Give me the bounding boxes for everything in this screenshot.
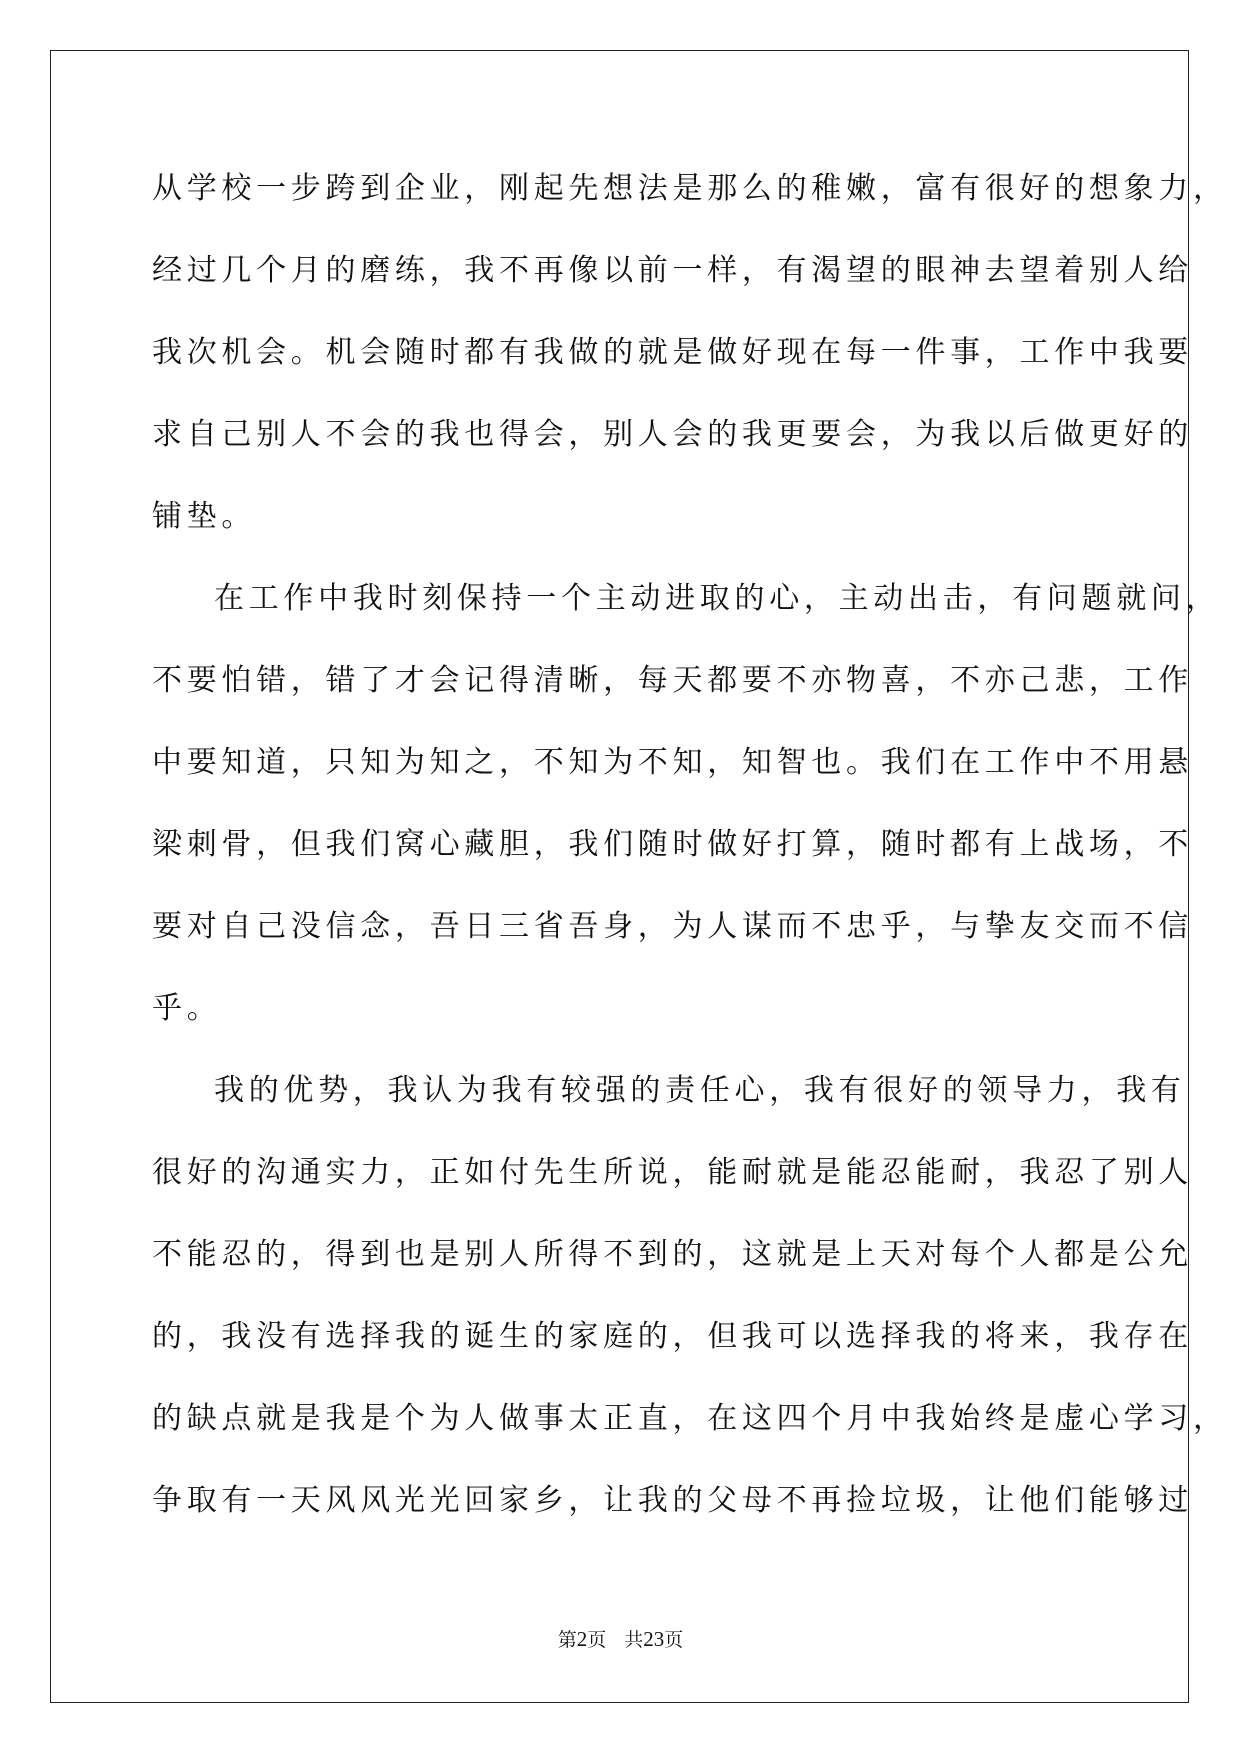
text-line: 乎。 xyxy=(152,991,222,1026)
page-border xyxy=(50,50,1189,1703)
text-line: 要对自己没信念，吾日三省吾身，为人谋而不忠乎，与挚友交而不信 xyxy=(152,909,1193,944)
text-line: 很好的沟通实力，正如付先生所说，能耐就是能忍能耐，我忍了别人 xyxy=(152,1155,1193,1190)
text-line: 的缺点就是我是个为人做事太正直，在这四个月中我始终是虚心学习， xyxy=(152,1401,1228,1436)
text-line: 铺垫。 xyxy=(152,499,257,534)
text-line: 中要知道，只知为知之，不知为不知，知智也。我们在工作中不用悬 xyxy=(152,745,1193,780)
page-prefix: 第 xyxy=(557,1629,577,1651)
text-line: 经过几个月的磨练，我不再像以前一样，有渴望的眼神去望着别人给 xyxy=(152,253,1193,288)
text-line: 争取有一天风风光光回家乡，让我的父母不再捡垃圾，让他们能够过 xyxy=(152,1483,1193,1518)
page-footer xyxy=(0,1629,1241,1650)
page-suffix: 页 xyxy=(587,1629,607,1651)
text-line: 不能忍的，得到也是别人所得不到的，这就是上天对每个人都是公允 xyxy=(152,1237,1193,1272)
text-line: 的，我没有选择我的诞生的家庭的，但我可以选择我的将来，我存在 xyxy=(152,1319,1193,1354)
text-line: 求自己别人不会的我也得会，别人会的我更要会，为我以后做更好的 xyxy=(152,417,1193,452)
text-line: 从学校一步跨到企业，刚起先想法是那么的稚嫩，富有很好的想象力， xyxy=(152,171,1228,206)
page-number: 2 xyxy=(576,1627,588,1651)
total-prefix: 共 xyxy=(624,1629,644,1651)
total-pages: 23 xyxy=(643,1627,665,1651)
text-line: 我次机会。机会随时都有我做的就是做好现在每一件事，工作中我要 xyxy=(152,335,1193,370)
text-line: 梁刺骨，但我们窝心藏胆，我们随时做好打算，随时都有上战场，不 xyxy=(152,827,1193,862)
total-suffix: 页 xyxy=(664,1629,684,1651)
text-line: 不要怕错，错了才会记得清晰，每天都要不亦物喜，不亦己悲，工作 xyxy=(152,663,1193,698)
paragraph-first-line: 我的优势，我认为我有较强的责任心，我有很好的领导力，我有 xyxy=(214,1073,1186,1108)
paragraph-first-line: 在工作中我时刻保持一个主动进取的心，主动出击，有问题就问， xyxy=(214,581,1221,616)
